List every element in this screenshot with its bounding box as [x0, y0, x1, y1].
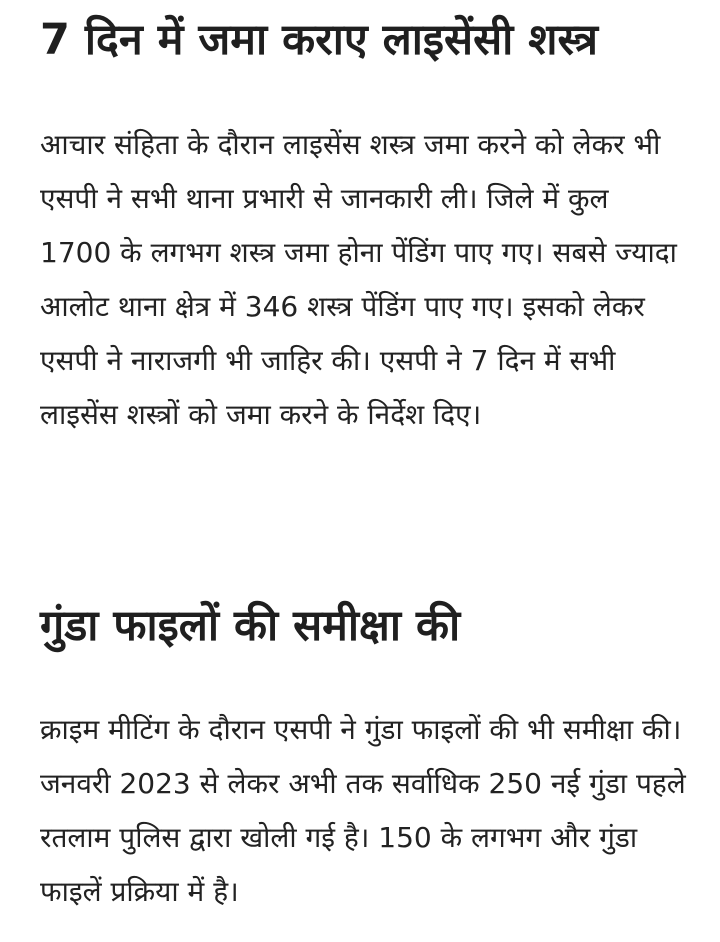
section-paragraph-goonda-files: क्राइम मीटिंग के दौरान एसपी ने गुंडा फाइलों की भी समीक्षा की। जनवरी 2023 से लेकर अभी तक सर्वाधिक 250 नई गुंडा पहले रतलाम पुलिस द्वारा खोली गई है। 150 के लगभग और गुंडा फाइलें प्रक्रिया में है।	[40, 713, 686, 908]
section-paragraph-weapons-deposit: आचार संहिता के दौरान लाइसेंस शस्त्र जमा करने को लेकर भी एसपी ने सभी थाना प्रभारी से जानकारी ली। जिले में कुल 1700 के लगभग शस्त्र जमा होना पेंडिंग पाए गए। सबसे ज्यादा आलोट थाना क्षेत्र में 346 शस्त्र पेंडिंग पाए गए। इसको लेकर एसपी ने नाराजगी भी जाहिर की। एसपी ने 7 दिन में सभी लाइसेंस शस्त्रों को जमा करने के निर्देश दिए।	[40, 128, 677, 431]
section-heading-weapons-deposit: 7 दिन में जमा कराए लाइसेंसी शस्त्र	[40, 15, 598, 65]
section-heading-goonda-files: गुंडा फाइलों की समीक्षा की	[40, 601, 461, 651]
